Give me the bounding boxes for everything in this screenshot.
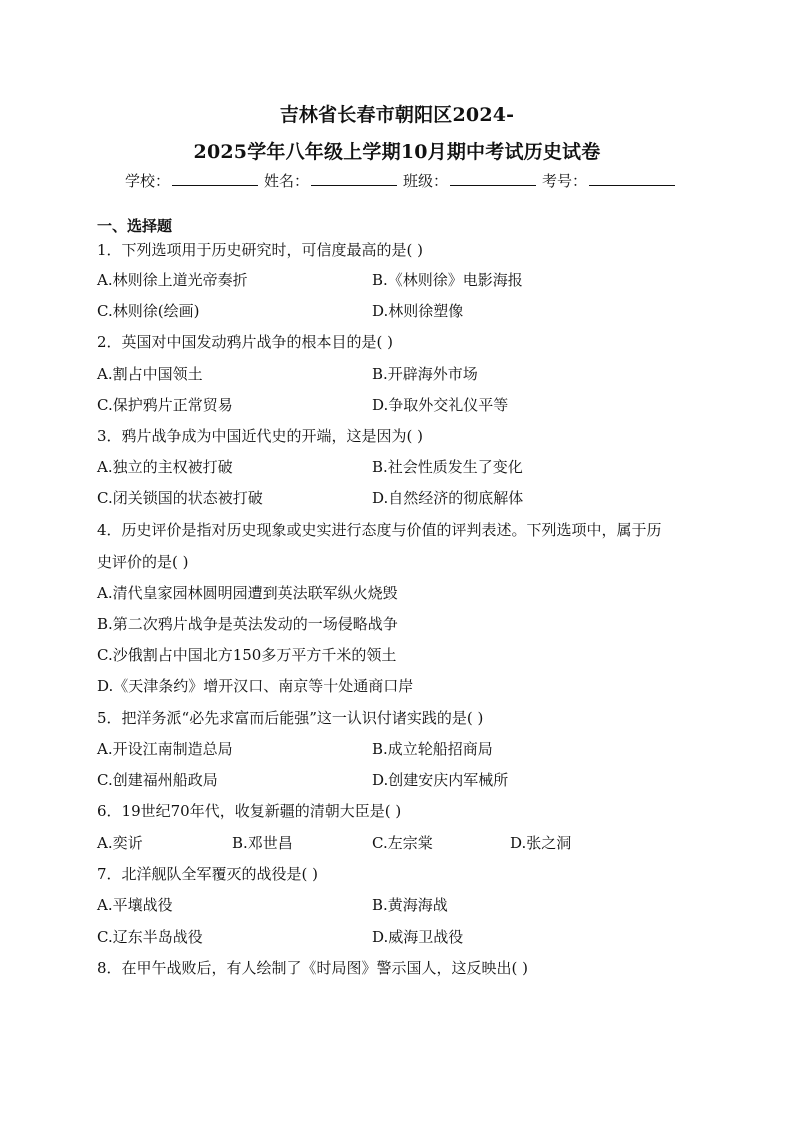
school-blank[interactable] [172, 171, 258, 186]
section-title: 一、选择题 [97, 217, 173, 235]
school-label: 学校： [125, 172, 171, 190]
q7-option-b[interactable]: B.黄海海战 [372, 896, 448, 914]
name-label: 姓名： [264, 172, 310, 190]
q1-option-b[interactable]: B.《林则徐》电影海报 [372, 271, 523, 289]
class-label: 班级： [403, 172, 449, 190]
question-3-stem: 3．鸦片战争成为中国近代史的开端，这是因为( ) [97, 427, 424, 445]
q5-option-a[interactable]: A.开设江南制造总局 [97, 740, 233, 758]
q1-option-d[interactable]: D.林则徐塑像 [372, 302, 464, 320]
question-8-stem: 8．在甲午战败后，有人绘制了《时局图》警示国人，这反映出( ) [97, 959, 529, 977]
q2-option-c[interactable]: C.保护鸦片正常贸易 [97, 396, 233, 414]
question-2-stem: 2．英国对中国发动鸦片战争的根本目的是( ) [97, 333, 394, 351]
class-blank[interactable] [450, 171, 536, 186]
q1-option-a[interactable]: A.林则徐上道光帝奏折 [97, 271, 248, 289]
q7-option-c[interactable]: C.辽东半岛战役 [97, 928, 203, 946]
question-1-stem: 1．下列选项用于历史研究时，可信度最高的是( ) [97, 241, 424, 259]
q6-option-a[interactable]: A.奕䜣 [97, 834, 143, 852]
q3-option-a[interactable]: A.独立的主权被打破 [97, 458, 233, 476]
q3-option-d[interactable]: D.自然经济的彻底解体 [372, 489, 524, 507]
number-blank[interactable] [589, 171, 675, 186]
number-label: 考号： [542, 172, 588, 190]
name-field [264, 170, 401, 191]
q3-option-b[interactable]: B.社会性质发生了变化 [372, 458, 523, 476]
q1-option-c[interactable]: C.林则徐(绘画) [97, 302, 200, 320]
q3-option-c[interactable]: C.闭关锁国的状态被打破 [97, 489, 263, 507]
q6-option-b[interactable]: B.邓世昌 [232, 834, 293, 852]
q5-option-d[interactable]: D.创建安庆内军械所 [372, 771, 509, 789]
question-4-stem-line2: 史评价的是( ) [97, 553, 189, 571]
q7-option-a[interactable]: A.平壤战役 [97, 896, 173, 914]
question-4-stem-line1: 4．历史评价是指对历史现象或史实进行态度与价值的评判表述。下列选项中，属于历 [97, 521, 662, 539]
exam-title-line1: 吉林省长春市朝阳区2024- [279, 104, 515, 126]
q2-option-b[interactable]: B.开辟海外市场 [372, 365, 478, 383]
q6-option-d[interactable]: D.张之洞 [510, 834, 572, 852]
name-blank[interactable] [311, 171, 397, 186]
q5-option-c[interactable]: C.创建福州船政局 [97, 771, 218, 789]
q4-option-b[interactable]: B.第二次鸦片战争是英法发动的一场侵略战争 [97, 615, 398, 633]
student-info-row [125, 170, 685, 191]
school-field [125, 170, 262, 191]
question-6-stem: 6．19世纪70年代，收复新疆的清朝大臣是( ) [97, 802, 402, 820]
q6-option-c[interactable]: C.左宗棠 [372, 834, 433, 852]
question-5-stem: 5．把洋务派“必先求富而后能强”这一认识付诸实践的是( ) [97, 709, 484, 727]
question-7-stem: 7．北洋舰队全军覆灭的战役是( ) [97, 865, 319, 883]
class-field [403, 170, 540, 191]
q4-option-c[interactable]: C.沙俄割占中国北方150多万平方千米的领土 [97, 646, 397, 664]
exam-title-line2: 2025学年八年级上学期10月期中考试历史试卷 [193, 141, 601, 163]
q2-option-a[interactable]: A.割占中国领土 [97, 365, 203, 383]
number-field [542, 170, 679, 191]
q4-option-d[interactable]: D.《天津条约》增开汉口、南京等十处通商口岸 [97, 677, 414, 695]
q5-option-b[interactable]: B.成立轮船招商局 [372, 740, 493, 758]
q7-option-d[interactable]: D.威海卫战役 [372, 928, 464, 946]
q4-option-a[interactable]: A.清代皇家园林圆明园遭到英法联军纵火烧毁 [97, 584, 398, 602]
q2-option-d[interactable]: D.争取外交礼仪平等 [372, 396, 509, 414]
